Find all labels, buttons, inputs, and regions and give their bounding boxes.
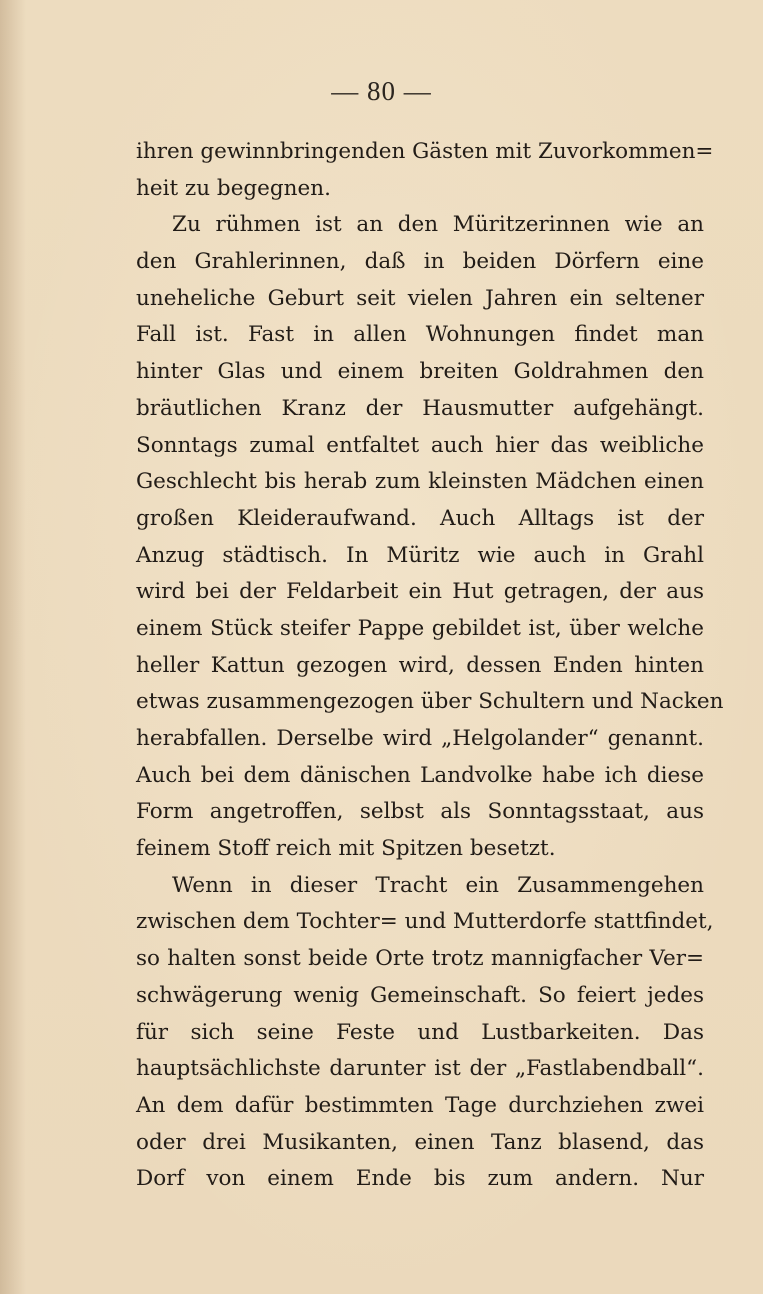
- text-line: Dorf von einem Ende bis zum andern. Nur: [136, 1166, 704, 1192]
- text-line: zwischen dem Tochter= und Mutterdorfe stattfindet,: [136, 909, 714, 935]
- text-line: heller Kattun gezogen wird, dessen Enden hinten: [136, 652, 704, 678]
- text-line: Fall ist. Fast in allen Wohnungen findet man: [136, 322, 704, 348]
- text-line: hinter Glas und einem breiten Goldrahmen den: [136, 359, 704, 385]
- text-line: etwas zusammengezogen über Schultern und Nacken: [136, 689, 724, 715]
- text-line: Zu rühmen ist an den Müritzerinnen wie an: [172, 212, 704, 238]
- text-line: so halten sonst beide Orte trotz mannigfacher Ver=: [136, 946, 704, 972]
- text-line: oder drei Musikanten, einen Tanz blasend, das: [136, 1129, 704, 1155]
- page-edge-shadow: [0, 0, 26, 1294]
- text-line: uneheliche Geburt seit vielen Jahren ein seltener: [136, 285, 704, 311]
- text-line: schwägerung wenig Gemeinschaft. So feiert jedes: [136, 982, 704, 1008]
- text-line: einem Stück steifer Pappe gebildet ist, über welche: [136, 615, 704, 641]
- body-text: [136, 134, 724, 1198]
- text-line: feinem Stoff reich mit Spitzen besetzt.: [136, 836, 556, 862]
- text-line: bräutlichen Kranz der Hausmutter aufgehängt.: [136, 395, 704, 421]
- text-line: Anzug städtisch. In Müritz wie auch in Grahl: [136, 542, 704, 568]
- text-line: den Grahlerinnen, daß in beiden Dörfern eine: [136, 249, 704, 275]
- text-line: An dem dafür bestimmten Tage durchziehen zwei: [136, 1092, 704, 1118]
- text-line: hauptsächlichste darunter ist der „Fastlabendball“.: [136, 1056, 704, 1082]
- page-number: — 80 —: [331, 76, 432, 106]
- text-line: Geschlecht bis herab zum kleinsten Mädchen einen: [136, 469, 704, 495]
- text-line: Wenn in dieser Tracht ein Zusammengehen: [172, 872, 704, 898]
- text-line: heit zu begegnen.: [136, 175, 331, 201]
- text-line: Sonntags zumal entfaltet auch hier das weibliche: [136, 432, 704, 458]
- text-line: großen Kleideraufwand. Auch Alltags ist der: [136, 505, 704, 531]
- text-line: Auch bei dem dänischen Landvolke habe ich diese: [136, 762, 704, 788]
- text-line: wird bei der Feldarbeit ein Hut getragen, der aus: [136, 579, 704, 605]
- text-line: ihren gewinnbringenden Gästen mit Zuvorkommen=: [136, 139, 714, 164]
- text-line: herabfallen. Derselbe wird „Helgolander“ genannt.: [136, 726, 704, 751]
- text-line: für sich seine Feste und Lustbarkeiten. Das: [136, 1019, 704, 1045]
- text-line: Form angetroffen, selbst als Sonntagsstaat, aus: [136, 799, 704, 825]
